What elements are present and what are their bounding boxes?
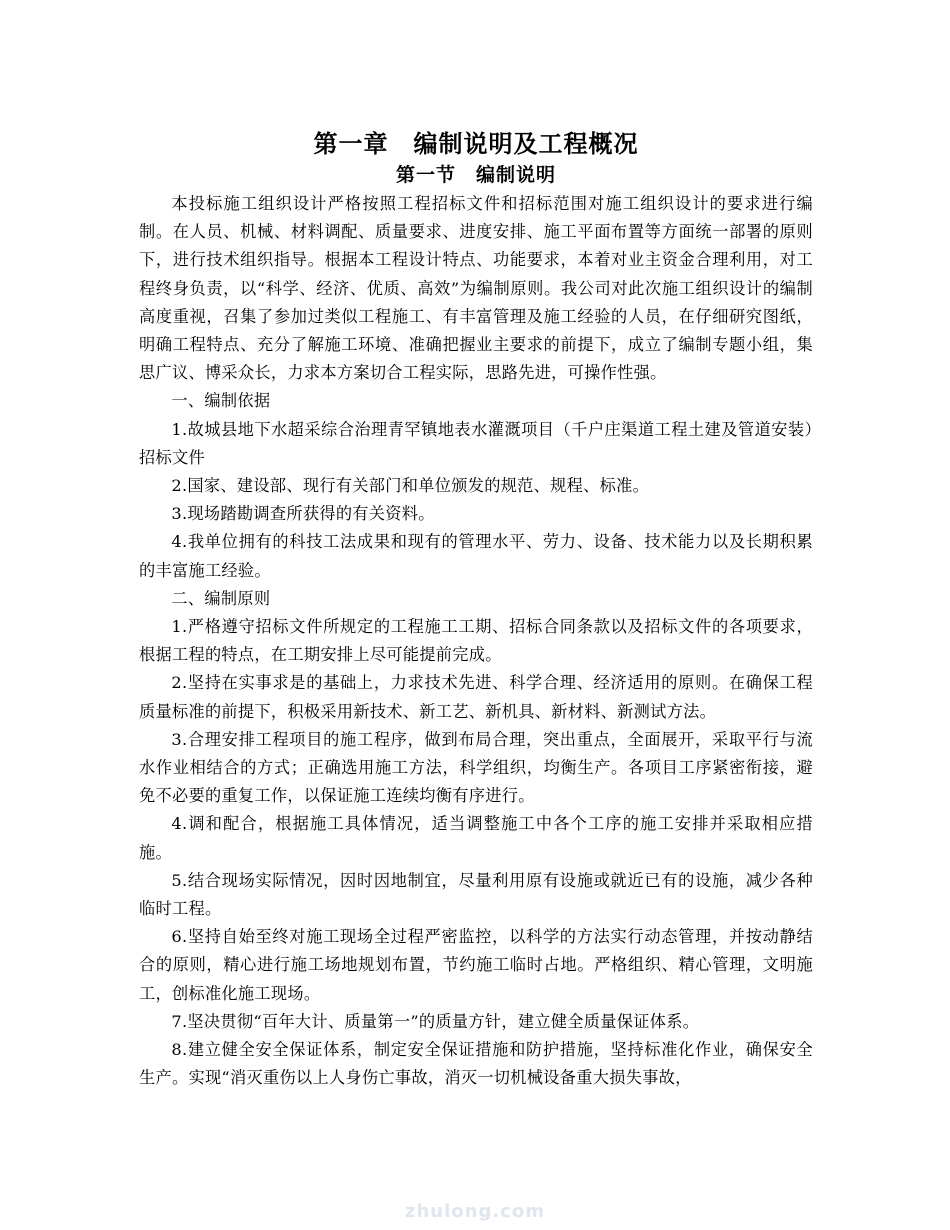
document-body [139, 128, 813, 1093]
section-title: 第一节 编制说明 [395, 164, 556, 186]
principle-item: 1.严格遵守招标文件所规定的工程施工工期、招标合同条款以及招标文件的各项要求，根据工程的特点，在工期安排上尽可能提前完成。 [139, 617, 813, 665]
basis-item: 4.我单位拥有的科技工法成果和现有的管理水平、劳力、设备、技术能力以及长期积累的丰富施工经验。 [139, 532, 813, 580]
chapter-title: 第一章 编制说明及工程概况 [313, 129, 639, 158]
principle-item: 3.合理安排工程项目的施工程序，做到布局合理，突出重点，全面展开，采取平行与流水作业相结合的方式；正确选用施工方法，科学组织，均衡生产。各项目工序紧密衔接，避免不必要的重复工作，以保证施工连续均衡有序进行。 [139, 729, 813, 806]
watermark-logo: zhulong.com [405, 1201, 545, 1222]
basis-item: 3.现场踏勘调查所获得的有关资料。 [171, 504, 435, 524]
basis-item: 2.国家、建设部、现行有关部门和单位颁发的规范、规程、标准。 [171, 476, 650, 496]
principle-item: 7.坚决贯彻“百年大计、质量第一”的质量方针，建立健全质量保证体系。 [171, 1011, 700, 1031]
principles-heading: 二、编制原则 [171, 588, 271, 608]
principle-item: 8.建立健全安全保证体系，制定安全保证措施和防护措施，坚持标准化作业，确保安全生产。实现“消灭重伤以上人身伤亡事故，消灭一切机械设备重大损失事故， [139, 1040, 813, 1088]
intro-paragraph: 本投标施工组织设计严格按照工程招标文件和招标范围对施工组织设计的要求进行编制。在人员、机械、材料调配、质量要求、进度安排、施工平面布置等方面统一部署的原则下，进行技术组织指导。根据本工程设计特点、功能要求，本着对业主资金合理利用，对工程终身负责，以“科学、经济、优质、高效”为编制原则。我公司对此次施工组织设计的编制高度重视，召集了参加过类似工程施工、有丰富管理及施工经验的人员，在仔细研究图纸，明确工程特点、充分了解施工环境、准确把握业主要求的前提下，成立了编制专题小组，集思广议、博采众长，力求本方案切合工程实际，思路先进，可操作性强。 [139, 194, 813, 383]
principle-item: 4.调和配合，根据施工具体情况，适当调整施工中各个工序的施工安排并采取相应措施。 [139, 814, 813, 862]
principle-item: 6.坚持自始至终对施工现场全过程严密监控，以科学的方法实行动态管理，并按动静结合的原则，精心进行施工场地规划布置，节约施工临时占地。严格组织、精心管理，文明施工，创标准化施工现场。 [139, 927, 813, 1003]
principle-item: 2.坚持在实事求是的基础上，力求技术先进、科学合理、经济适用的原则。在确保工程质量标准的前提下，积极采用新技术、新工艺、新机具、新材料、新测试方法。 [139, 673, 813, 721]
principle-item: 5.结合现场实际情况，因时因地制宜，尽量利用原有设施或就近已有的设施，减少各种临时工程。 [139, 870, 813, 919]
basis-heading: 一、编制依据 [171, 391, 271, 411]
basis-item: 1.故城县地下水超采综合治理青罕镇地表水灌溉项目（千户庄渠道工程土建及管道安装）招标文件 [139, 419, 813, 467]
